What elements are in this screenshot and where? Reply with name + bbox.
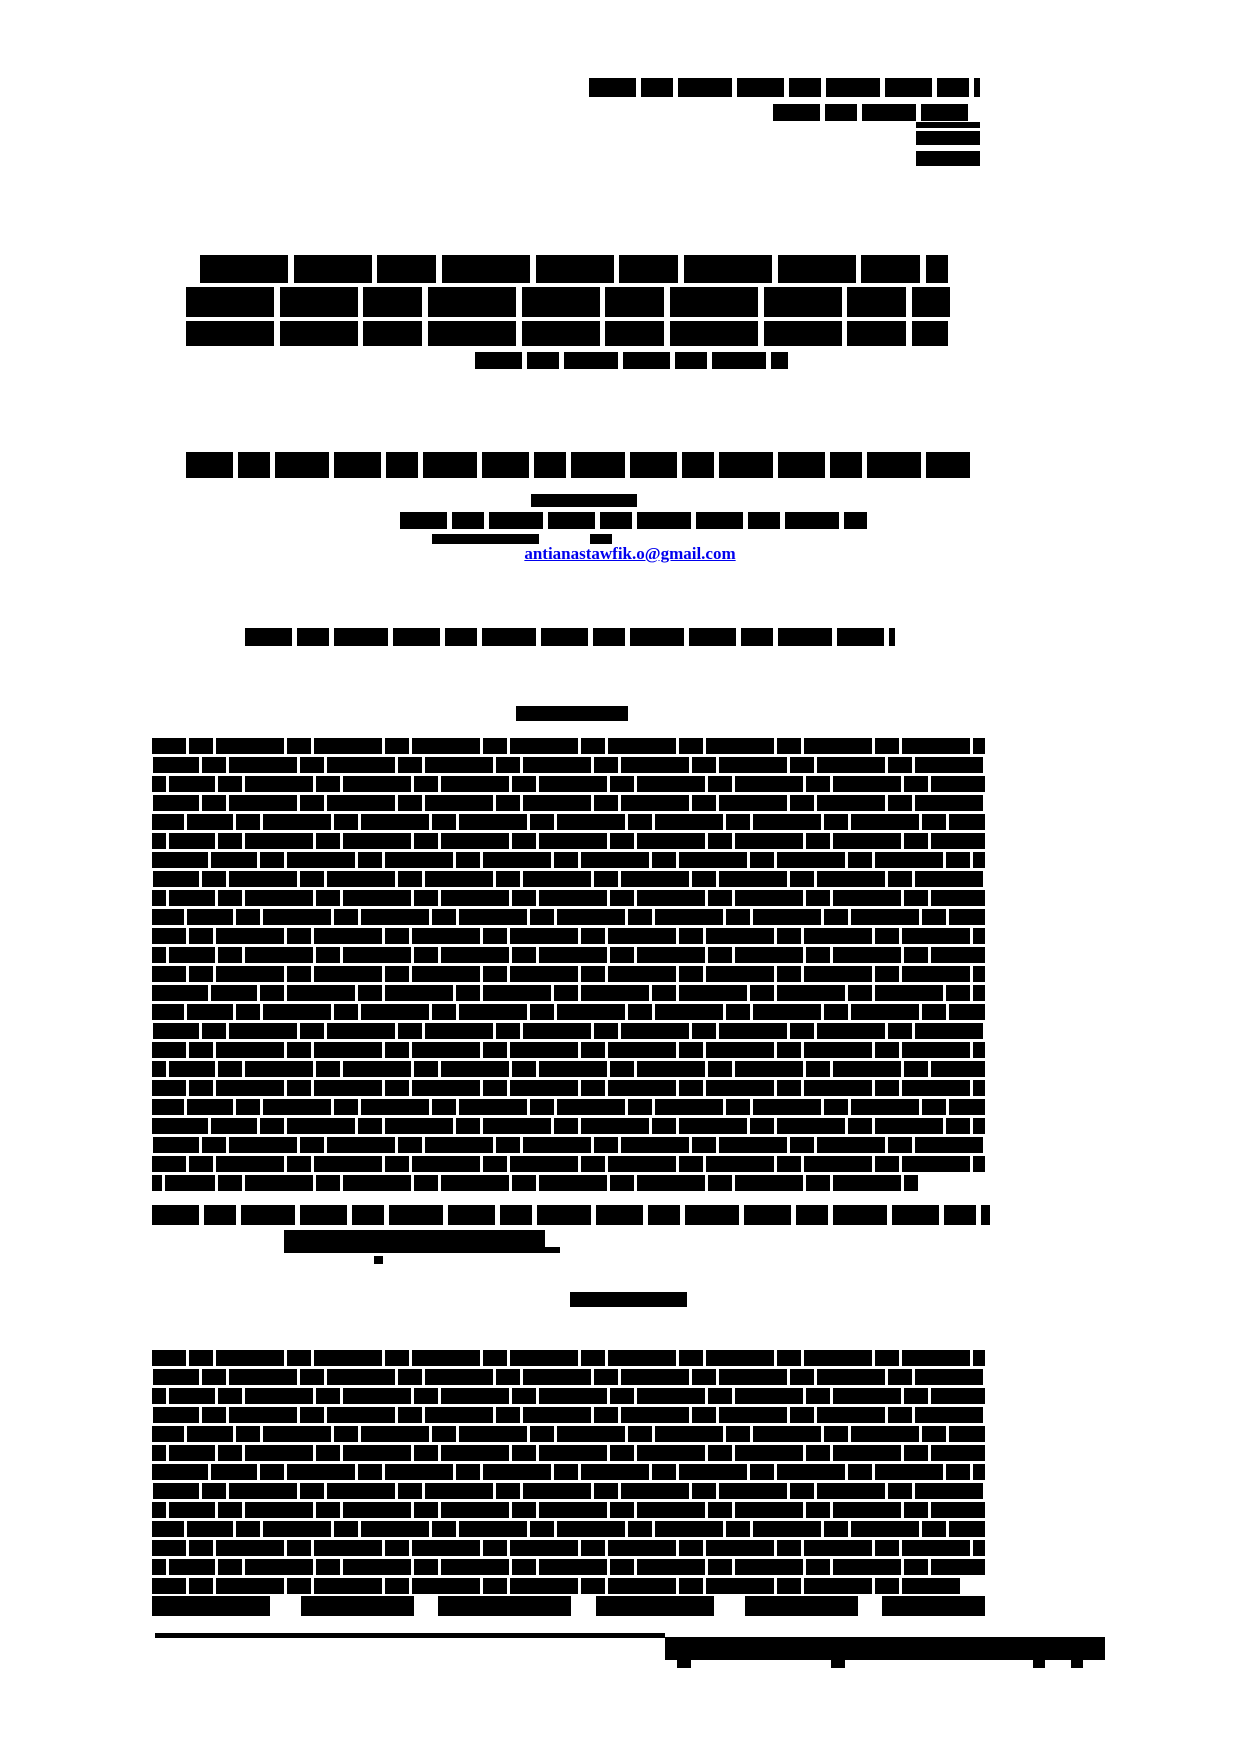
abstract-paragraph-line bbox=[152, 985, 985, 1001]
abstract-paragraph-line bbox=[152, 833, 985, 849]
abstract-paragraph-line bbox=[152, 947, 985, 963]
citation-descender bbox=[374, 1256, 383, 1264]
introduction-paragraph-line bbox=[152, 1559, 985, 1575]
introduction-paragraph-line bbox=[152, 1388, 985, 1404]
footer-descender-4 bbox=[1071, 1660, 1083, 1668]
introduction-paragraph-line bbox=[152, 1350, 985, 1366]
citation-line bbox=[284, 1230, 545, 1247]
received-accepted-line bbox=[245, 628, 895, 646]
footer-descender-1 bbox=[677, 1660, 691, 1668]
introduction-paragraph-line bbox=[152, 1407, 985, 1423]
introduction-paragraph-line bbox=[152, 1445, 985, 1461]
abstract-paragraph-line bbox=[152, 1175, 918, 1191]
footer-descender-3 bbox=[1033, 1660, 1045, 1668]
footer-bar bbox=[665, 1637, 1105, 1660]
affiliation-line-1 bbox=[531, 494, 637, 507]
abstract-paragraph-line bbox=[152, 1156, 985, 1172]
abstract-paragraph-line bbox=[152, 738, 985, 754]
title-line-2 bbox=[186, 287, 950, 317]
intro-tail-line bbox=[152, 1596, 985, 1616]
title-line-1 bbox=[200, 255, 948, 283]
abstract-paragraph-line bbox=[152, 890, 985, 906]
introduction-paragraph-line bbox=[152, 1540, 985, 1556]
abstract-paragraph-line bbox=[152, 1099, 985, 1115]
abstract-paragraph-line bbox=[152, 1080, 985, 1096]
abstract-paragraph bbox=[152, 738, 985, 1194]
abstract-paragraph-line bbox=[152, 1137, 985, 1153]
abstract-paragraph-line bbox=[152, 871, 985, 887]
footer-rule bbox=[155, 1633, 665, 1638]
abstract-heading bbox=[516, 706, 628, 721]
header-right-line-3 bbox=[916, 122, 980, 128]
abstract-paragraph-line bbox=[152, 1118, 985, 1134]
abstract-paragraph-line bbox=[152, 776, 985, 792]
citation-underline bbox=[284, 1247, 560, 1253]
subtitle-line bbox=[475, 352, 788, 369]
title-line-3 bbox=[186, 321, 948, 346]
abstract-paragraph-line bbox=[152, 1004, 985, 1020]
abstract-paragraph-line bbox=[152, 966, 985, 982]
introduction-paragraph-line bbox=[152, 1369, 985, 1385]
header-right-line-1 bbox=[589, 78, 980, 97]
authors-line bbox=[186, 452, 970, 478]
section-heading bbox=[570, 1292, 687, 1307]
introduction-paragraph-line bbox=[152, 1464, 985, 1480]
abstract-paragraph-line bbox=[152, 1042, 985, 1058]
introduction-paragraph-line bbox=[152, 1483, 985, 1499]
header-right-line-2 bbox=[773, 104, 971, 121]
abstract-paragraph-line bbox=[152, 1061, 985, 1077]
introduction-paragraph-line bbox=[152, 1521, 985, 1537]
abstract-paragraph-line bbox=[152, 852, 985, 868]
keywords-line bbox=[152, 1205, 990, 1225]
email-link[interactable]: antianastawfik.o@gmail.com bbox=[524, 544, 736, 563]
introduction-paragraph-line bbox=[152, 1502, 985, 1518]
abstract-paragraph-line bbox=[152, 795, 985, 811]
introduction-paragraph bbox=[152, 1350, 985, 1597]
footer-descender-2 bbox=[831, 1660, 845, 1668]
abstract-paragraph-line bbox=[152, 757, 985, 773]
introduction-paragraph-line bbox=[152, 1578, 960, 1594]
abstract-paragraph-line bbox=[152, 814, 985, 830]
introduction-paragraph-line bbox=[152, 1426, 985, 1442]
abstract-paragraph-line bbox=[152, 1023, 985, 1039]
header-right-line-5 bbox=[916, 151, 980, 166]
abstract-paragraph-line bbox=[152, 928, 985, 944]
affiliation-line-2 bbox=[400, 512, 867, 529]
header-right-line-4 bbox=[916, 131, 980, 145]
abstract-paragraph-line bbox=[152, 909, 985, 925]
